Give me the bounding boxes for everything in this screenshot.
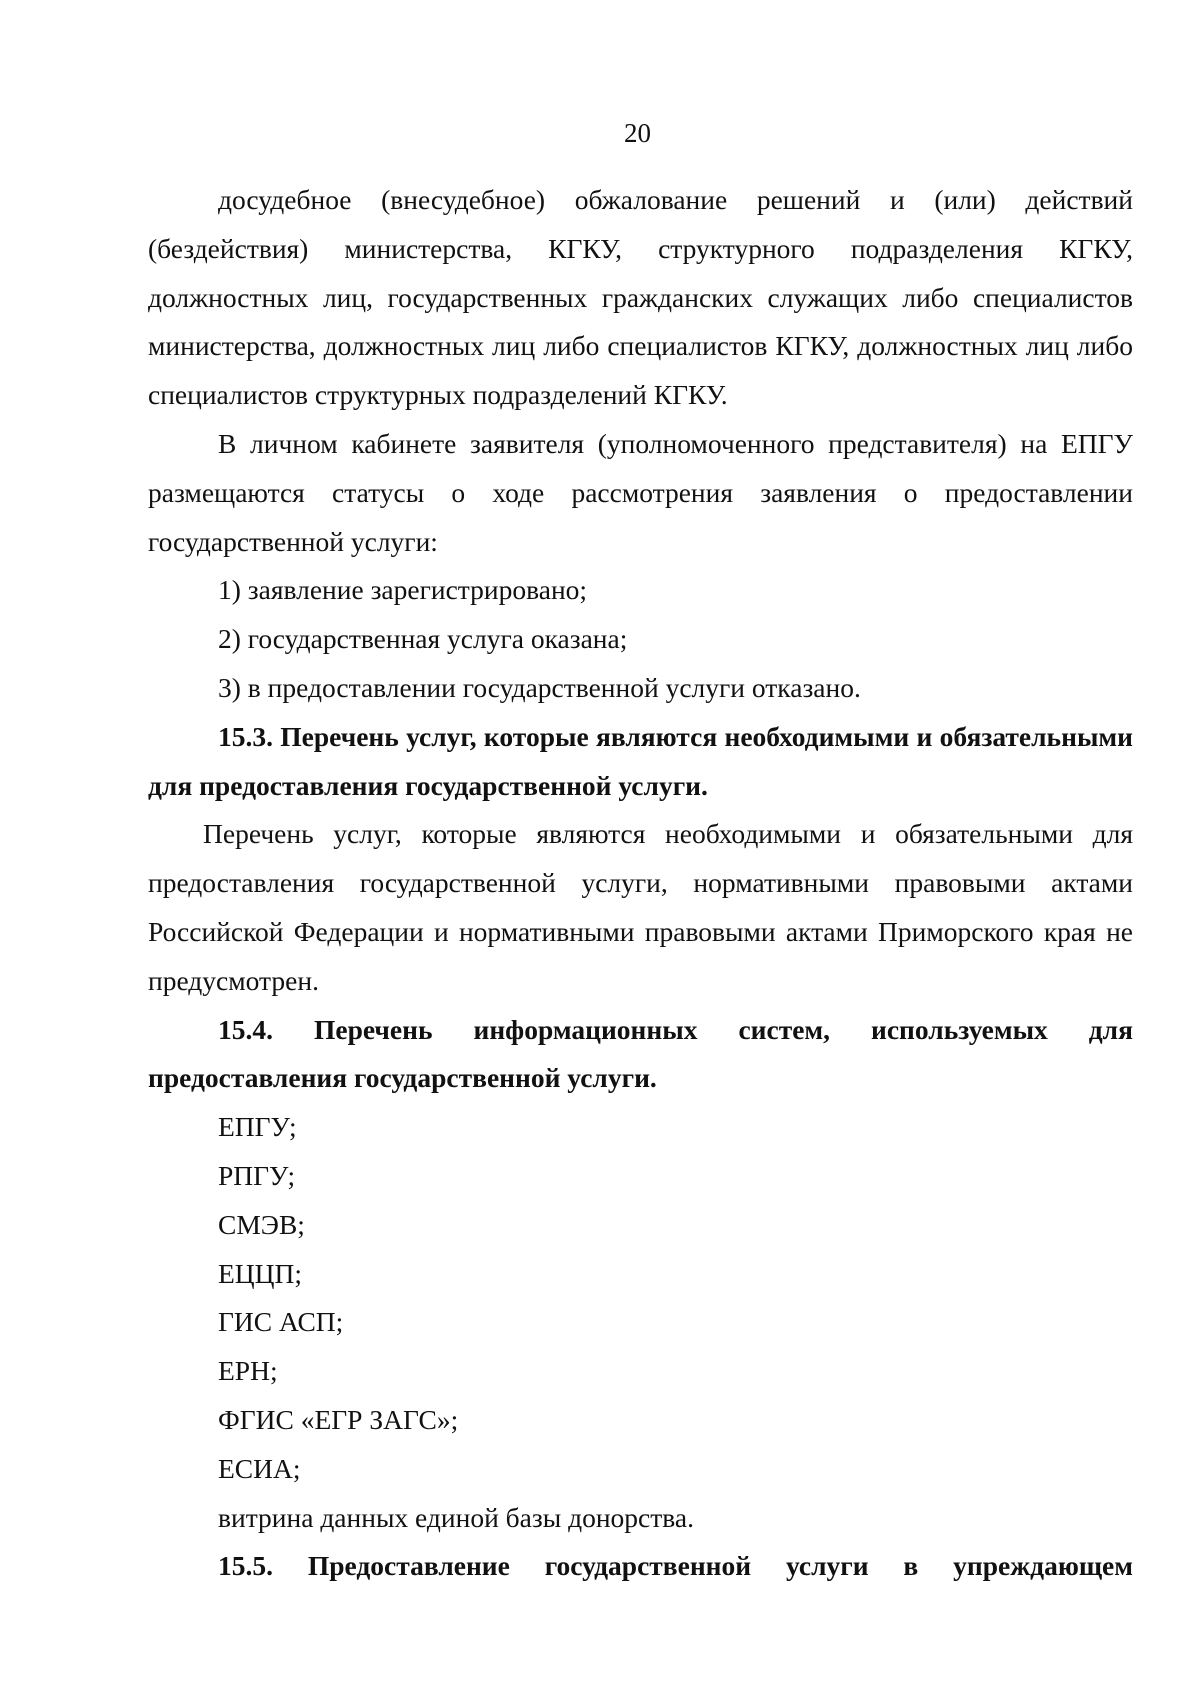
system-item: ГИС АСП;	[218, 1306, 344, 1338]
status-item: 2) государственная услуга оказана;	[218, 623, 628, 655]
page-number: 20	[624, 118, 651, 148]
section-heading-15-4: 15.4. Перечень информационных систем, используемых для предоставления государственной услуги.	[148, 1013, 1133, 1094]
system-item: ЕЦЦП;	[218, 1257, 303, 1289]
paragraph-appeal: досудебное (внесудебное) обжалование решений и (или) действий (бездействия) министерства, КГКУ, структурного подразделения КГКУ, должностных лиц, государственных гражданских служащих либо специалистов министерства, должностных лиц либо специалистов КГКУ, должностных лиц либо специалистов структурных подразделений КГКУ.	[148, 184, 1133, 411]
paragraph-services-list: Перечень услуг, которые являются необходимыми и обязательными для предоставления государственной услуги, нормативными правовыми актами Российской Федерации и нормативными правовыми актами Приморского края не предусмотрен.	[148, 818, 1133, 996]
section-heading-15-5: 15.5. Предоставление государственной услуги в упреждающем	[218, 1550, 1133, 1582]
system-item: ФГИС «ЕГР ЗАГС»;	[218, 1403, 459, 1435]
system-item: витрина данных единой базы донорства.	[218, 1501, 694, 1533]
paragraph-personal-account: В личном кабинете заявителя (уполномоченного представителя) на ЕПГУ размещаются статусы о ходе рассмотрения заявления о предоставлении государственной услуги:	[148, 427, 1133, 557]
section-heading-15-3: 15.3. Перечень услуг, которые являются необходимыми и обязательными для предоставления государственной услуги.	[148, 720, 1133, 801]
system-item: ЕРН;	[218, 1355, 278, 1387]
status-item: 3) в предоставлении государственной услуги отказано.	[218, 671, 861, 703]
document-body	[148, 176, 1133, 1591]
system-item: ЕСИА;	[218, 1452, 301, 1484]
system-item: РПГУ;	[218, 1159, 296, 1191]
system-item: ЕПГУ;	[218, 1111, 297, 1143]
status-item: 1) заявление зарегистрировано;	[218, 574, 588, 606]
system-item: СМЭВ;	[218, 1208, 305, 1240]
